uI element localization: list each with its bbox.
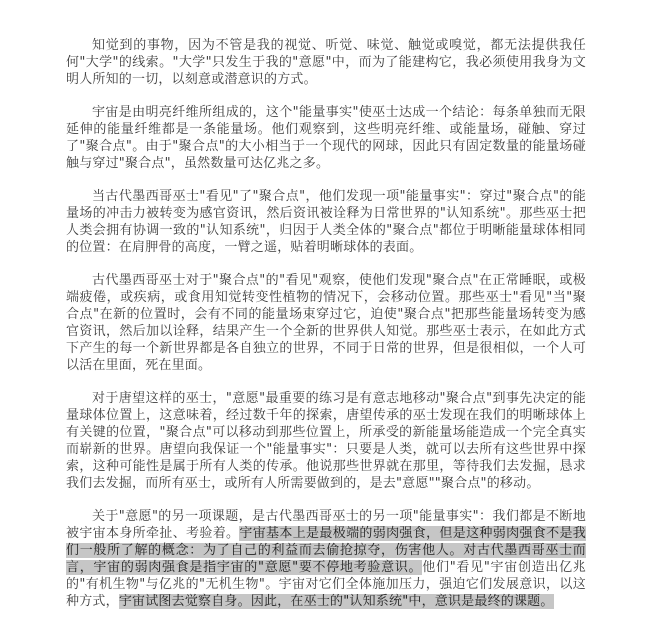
paragraph-text: 宇宙是由明亮纤维所组成的，这个"能量事实"使巫士达成一个结论：每条单独而无限延伸的能量纤维都是一条能量场。他们观察到，这些明亮纤维、或能量场，碰触、穿过了"聚合点"。由于"聚合点"的大小相当于一个现代的网球，因此只有固定数量的能量场碰触与穿过"聚合点"，虽然数量可达亿兆之多。	[66, 105, 586, 171]
paragraph-text: 关于"意愿"的另一项课题，是古代墨西哥巫士的另一项"能量事实"：我们都是不断地被宇宙本身所牵扯、考验着。	[66, 509, 586, 541]
paragraph-text: 他们"看见"宇宙创造出亿兆的"有机生物"与亿兆的"无机生物"。宇宙对它们全体施加压力，强迫它们发展意识，以这种方式，	[66, 560, 587, 609]
paragraph	[66, 272, 586, 374]
paragraph-text: 对于唐望这样的巫士，"意愿"最重要的练习是有意志地移动"聚合点"到事先决定的能量球体位置上，这意味着，经过数千年的探索，唐望传承的巫士发现在我们的明晰球体上有关键的位置，"聚合点"可以移动到那些位置上，所承受的新能量场能造成一个完全真实而崭新的世界。唐望向我保证一个"能量事实"：只要是人类，就可以去所有这些世界中探索，这种可能性是属于所有人类的传承。他说那些世界就在那里，等待我们去发掘，恳求我们去发掘，而所有巫士，或所有人所需要做到的，是去"意愿""聚合点"的移动。	[66, 391, 586, 491]
paragraph	[66, 390, 586, 492]
highlighted-text-selection[interactable]: 宇宙基本上是最极端的弱肉强食，但是这种弱肉强食不是我们一般所了解的概念：为了自己的利益而去偷抢掠夺，伤害他人。对古代墨西哥巫士而言，宇宙的弱肉强食是指宇宙的"意愿"要不停地考验意识。	[66, 526, 586, 575]
paragraph-text: 知觉到的事物，因为不管是我的视觉、听觉、味觉、触觉或嗅觉，都无法提供我任何"大学"的线索。"大学"只发生于我的"意愿"中，而为了能建构它，我必须使用我身为文明人所知的一切，以刻意或潜意识的方式。	[66, 38, 586, 87]
paragraph-text: 古代墨西哥巫士对于"聚合点"的"看见"观察，使他们发现"聚合点"在正常睡眠，或极端疲倦，或疾病，或食用知觉转变性植物的情况下，会移动位置。那些巫士"看见"当"聚合点"在新的位置时，会有不同的能量场束穿过它，迫使"聚合点"把那些能量场转变为感官资讯，然后加以诠释，结果产生一个全新的世界供人知觉。那些巫士表示，在如此方式下产生的每一个新世界都是各自独立的世界，不同于日常的世界，但是很相似，一个人可以活在里面，死在里面。	[66, 273, 586, 373]
paragraph	[66, 188, 586, 256]
paragraph	[66, 37, 586, 88]
paragraph	[66, 508, 586, 610]
paragraph	[66, 104, 586, 172]
highlighted-text-selection[interactable]: 宇宙试图去觉察自身。因此，在巫士的"认知系统"中，意识是最终的课题。	[118, 594, 554, 609]
paragraph-text: 当古代墨西哥巫士"看见"了"聚合点"，他们发现一项"能量事实"：穿过"聚合点"的能量场的冲击力被转变为感官资讯，然后资讯被诠释为日常世界的"认知系统"。那些巫士把人类会拥有协调一致的"认知系统"，归因于人类全体的"聚合点"都位于明晰能量球体相同的位置：在肩胛骨的高度，一臂之遥，贴着明晰球体的表面。	[66, 189, 586, 255]
